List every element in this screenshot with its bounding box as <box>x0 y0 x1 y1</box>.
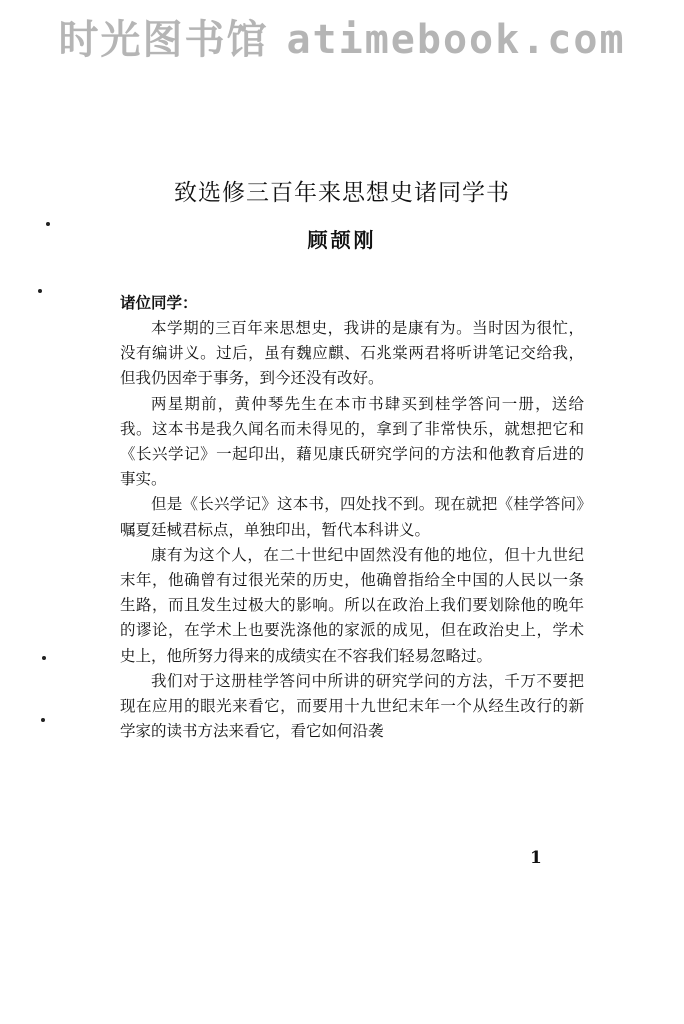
watermark <box>0 8 684 65</box>
paragraph: 两星期前，黄仲琴先生在本市书肆买到桂学答问一册，送给我。这本书是我久闻名而未得见的，拿到了非常快乐，就想把它和《长兴学记》一起印出，藉见康氏研究学问的方法和他教育后进的事实。 <box>120 394 584 489</box>
letter-body <box>120 316 584 744</box>
paragraph: 我们对于这册桂学答问中所讲的研究学问的方法，千万不要把现在应用的眼光来看它，而要用十九世纪末年一个从经生改行的新学家的读书方法来看它，看它如何沿袭 <box>120 671 584 741</box>
paragraph: 但是《长兴学记》这本书，四处找不到。现在就把《桂学答问》嘱夏廷棫君标点，单独印出，暂代本科讲义。 <box>120 495 584 539</box>
document-author: 顾颉刚 <box>307 228 377 252</box>
paragraph: 康有为这个人，在二十世纪中固然没有他的地位，但十九世纪末年，他确曾有过很光荣的历史，他确曾指给全中国的人民以一条生路，而且发生过极大的影响。所以在政治上我们要划除他的晚年的谬论，在学术上也要洗涤他的家派的成见，但在政治史上，学术史上，他所努力得来的成绩实在不容我们轻易忽略过。 <box>120 545 584 665</box>
watermark-name: 时光图书馆 <box>58 17 269 63</box>
margin-mark <box>38 289 42 293</box>
margin-mark <box>41 718 45 722</box>
paragraph: 本学期的三百年来思想史，我讲的是康有为。当时因为很忙，没有编讲义。过后，虽有魏应麒、石兆棠两君将听讲笔记交给我，但我仍因牵于事务，到今还没有改好。 <box>120 319 584 388</box>
watermark-site: atimebook.com <box>286 17 626 63</box>
margin-mark <box>42 656 46 660</box>
document-title: 致选修三百年来思想史诸同学书 <box>174 180 510 206</box>
page-number: 1 <box>530 848 542 868</box>
salutation: 诸位同学： <box>120 293 198 312</box>
